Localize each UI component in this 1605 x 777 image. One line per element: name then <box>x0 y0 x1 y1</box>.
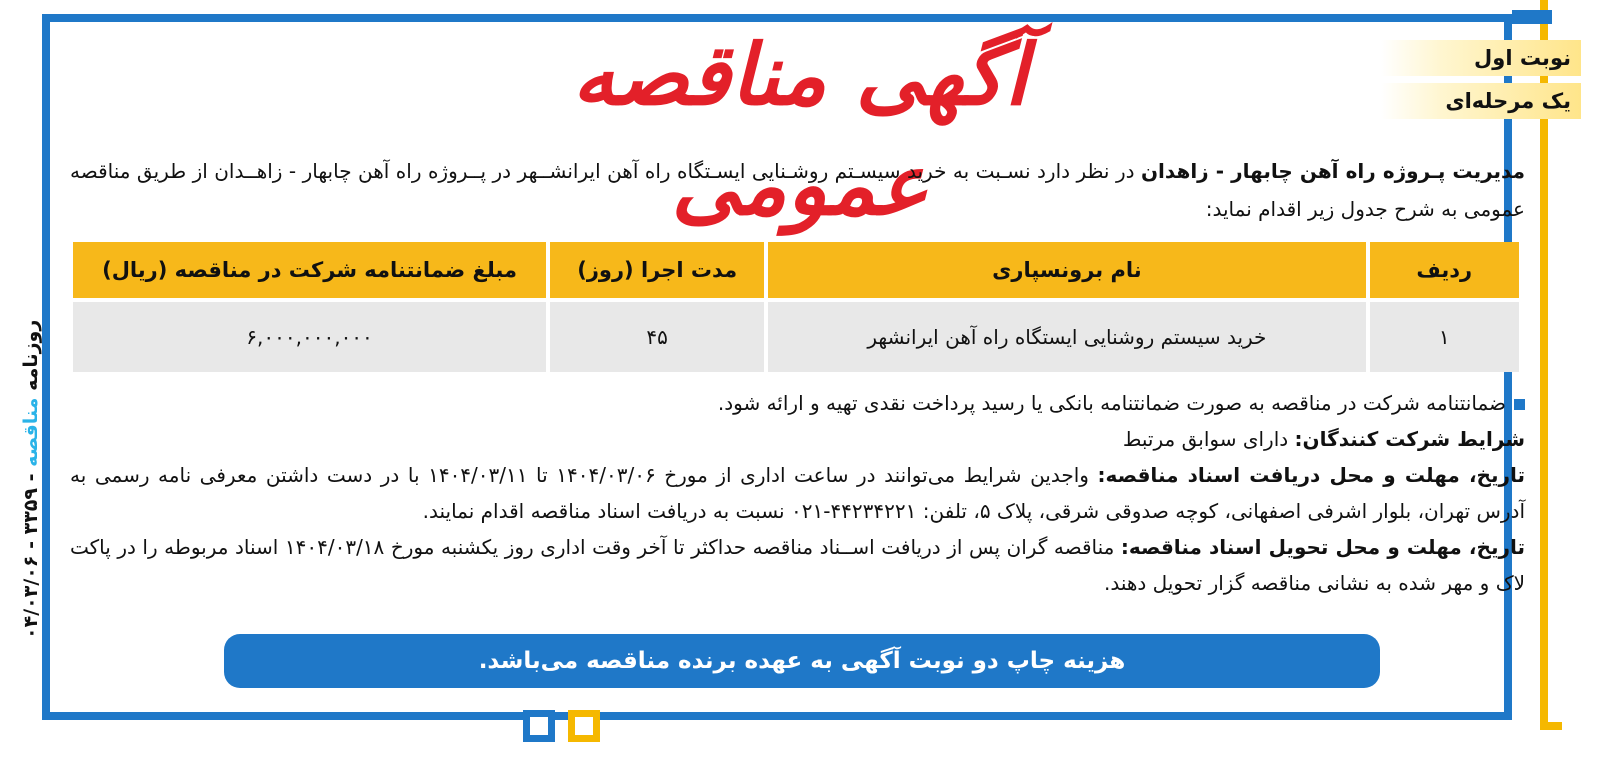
yellow-square-ornament <box>568 710 600 742</box>
round-badge: نوبت اول <box>1381 40 1581 76</box>
stamp-prefix: روزنامه <box>20 320 42 398</box>
organization-name: مدیریت پـروژه راه آهن چابهار - زاهدان <box>1140 159 1525 183</box>
footer-banner: هزینه چاپ دو نوبت آگهی به عهده برنده مناقصه می‌باشد. <box>224 634 1380 688</box>
cell-guarantee-amount: ۶,۰۰۰,۰۰۰,۰۰۰ <box>73 298 546 372</box>
stage-badge: یک مرحله‌ای <box>1381 83 1581 119</box>
guarantee-note-text: ضمانتنامه شرکت در مناقصه به صورت ضمانتنامه بانکی یا رسید پرداخت نقدی تهیه و ارائه شود. <box>717 391 1506 415</box>
newspaper-stamp <box>20 320 60 640</box>
deliver-docs-text: مناقصه گران پس از دریافت اســناد مناقصه حداکثر تا آخر وقت اداری روز یکشنبه مورخ ۱۴۰۴/۰۳/۱۸ اسناد مربوطه را در پاکت لاک و مهر شده به نشانی مناقصه گزار تحویل دهند. <box>70 535 1525 595</box>
deliver-docs-paragraph <box>70 529 1525 601</box>
deliver-docs-label: تاریخ، مهلت و محل تحویل اسناد مناقصه: <box>1120 535 1525 559</box>
table-row <box>73 298 1519 372</box>
stamp-issue: - ۳۳۵۹ - ۰۴/۰۳/۰۶ <box>20 467 42 640</box>
stamp-brand: مناقصه <box>20 397 42 468</box>
header-duration: مدت اجرا (روز) <box>550 242 764 298</box>
receive-docs-label: تاریخ، مهلت و محل دریافت اسناد مناقصه: <box>1097 463 1526 487</box>
receive-docs-paragraph <box>70 457 1525 529</box>
tender-table <box>69 242 1523 372</box>
cell-item-name: خرید سیستم روشنایی ایستگاه راه آهن ایرانشهر <box>768 298 1365 372</box>
intro-paragraph <box>70 152 1525 228</box>
cell-duration: ۴۵ <box>550 298 764 372</box>
page-title: آگهی مناقصه عمومی <box>572 26 1028 234</box>
header-row-number: ردیف <box>1370 242 1519 298</box>
intro-text: در نظر دارد نسـبت به خرید سیسـتم روشـنایی ایسـتگاه راه آهن ایرانشــهر در پــروژه راه آهن چابهار - زاهــدان از طریق مناقصه عمومی به شرح جدول زیر اقدام نماید: <box>70 159 1525 221</box>
bullet-square-icon <box>1514 399 1525 410</box>
blue-corner-accent <box>1512 10 1552 24</box>
conditions-label: شرایط شرکت کنندگان: <box>1294 427 1525 451</box>
conditions-text: دارای سوابق مرتبط <box>1122 427 1295 451</box>
header-item-name: نام برونسپاری <box>768 242 1365 298</box>
header-guarantee-amount: مبلغ ضمانتنامه شرکت در مناقصه (ریال) <box>73 242 546 298</box>
notice-body <box>70 385 1525 601</box>
conditions-paragraph <box>70 421 1525 457</box>
receive-docs-text: واجدین شرایط می‌توانند در ساعت اداری از مورخ ۱۴۰۴/۰۳/۰۶ تا ۱۴۰۴/۰۳/۱۱ با در دست داشتن معرفی نامه رسمی به آدرس تهران، بلوار اشرفی اصفهانی، کوچه صدوقی شرقی، پلاک ۵، تلفن: ۴۴۲۳۴۲۲۱-۰۲۱ نسبت به دریافت اسناد مناقصه اقدام نمایند. <box>70 463 1525 523</box>
table-header-row <box>73 242 1519 298</box>
cell-row-number: ۱ <box>1370 298 1519 372</box>
yellow-border-frame <box>1540 14 1562 730</box>
blue-square-ornament <box>523 710 555 742</box>
guarantee-note <box>70 385 1525 421</box>
